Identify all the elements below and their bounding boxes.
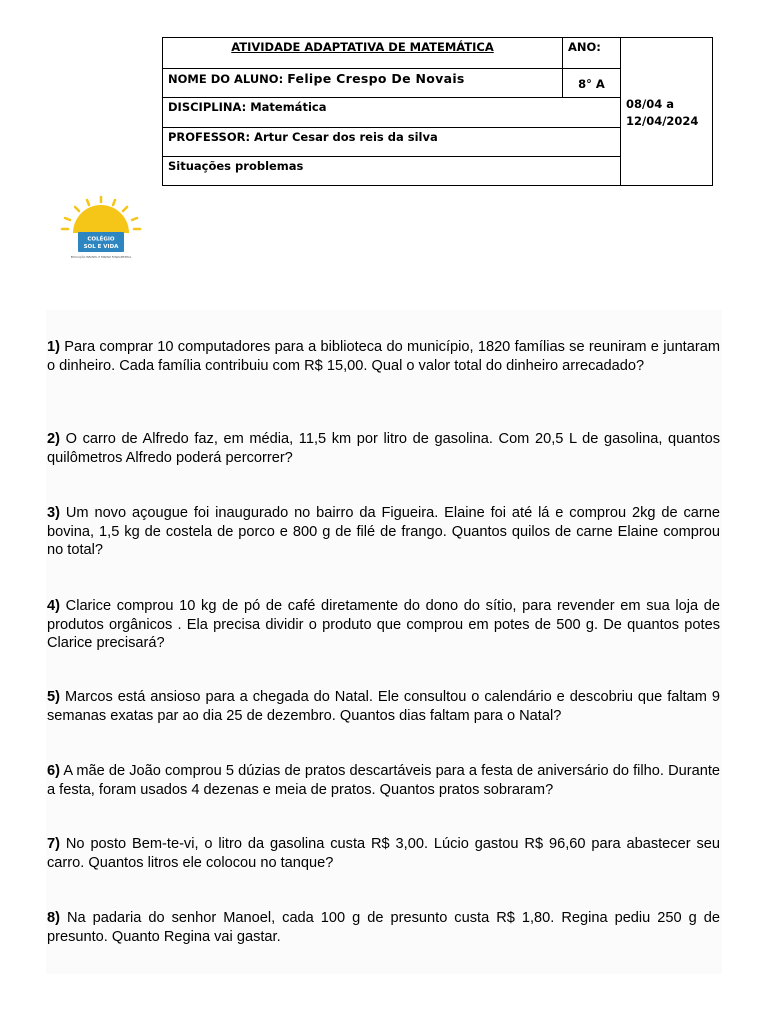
date-range: 08/04 a 12/04/2024 (621, 38, 713, 186)
question-3 (47, 504, 720, 560)
student-label: NOME DO ALUNO: (168, 72, 284, 86)
question-text: A mãe de João comprou 5 dúzias de pratos descartáveis para a festa de aniversário do filho. Durante a festa, foram usados 4 dezenas e meia de pratos. Quantos pratos sobraram? (47, 763, 721, 798)
question-text: Na padaria do senhor Manoel, cada 100 g de presunto custa R$ 1,80. Regina pediu 250 g de presunto. Quanto Regina vai gastar. (47, 910, 720, 945)
questions-section (46, 310, 722, 974)
question-5 (47, 688, 720, 725)
question-4 (47, 597, 720, 653)
question-number: 5) (47, 689, 60, 705)
question-1 (47, 338, 720, 375)
question-number: 1) (47, 339, 60, 355)
student-row (163, 69, 563, 98)
question-text: No posto Bem-te-vi, o litro da gasolina custa R$ 3,00. Lúcio gastou R$ 96,60 para abastecer seu carro. Quantos litros ele colocou no tanque? (47, 836, 720, 871)
year-label: ANO: (563, 38, 621, 69)
question-7 (47, 835, 720, 872)
question-number: 6) (47, 763, 60, 779)
question-number: 2) (47, 431, 60, 447)
question-text: O carro de Alfredo faz, em média, 11,5 km por litro de gasolina. Com 20,5 L de gasolina, quantos quilômetros Alfredo poderá percorrer? (47, 431, 720, 466)
question-number: 4) (47, 598, 60, 614)
question-text: Clarice comprou 10 kg de pó de café diretamente do dono do sítio, para revender em sua loja de produtos orgânicos . Ela precisa dividir o produto que comprou em potes de 500 g. De quantos potes Clarice precisará? (47, 598, 721, 651)
question-2 (47, 430, 720, 467)
school-logo (60, 193, 142, 263)
sun-icon (62, 197, 140, 233)
topic: Situações problemas (163, 157, 621, 186)
logo-line2: SOL E VIDA (83, 244, 119, 250)
grade-value: 8° A (563, 69, 621, 98)
question-6 (47, 762, 720, 799)
activity-title: ATIVIDADE ADAPTATIVA DE MATEMÁTICA (163, 38, 563, 69)
question-number: 3) (47, 505, 60, 521)
logo-line1: COLÉGIO (87, 236, 115, 243)
question-8 (47, 909, 720, 946)
discipline: DISCIPLINA: Matemática (163, 98, 621, 128)
student-name: Felipe Crespo De Novais (287, 71, 465, 86)
question-number: 8) (47, 910, 60, 926)
question-text: Para comprar 10 computadores para a biblioteca do município, 1820 famílias se reuniram e juntaram o dinheiro. Cada família contribuiu com R$ 15,00. Qual o valor total do dinheiro arrecadado? (47, 339, 720, 374)
question-text: Um novo açougue foi inaugurado no bairro da Figueira. Elaine foi até lá e comprou 2kg de carne bovina, 1,5 kg de costela de porco e 800 g de filé de frango. Quantos quilos de carne Elaine comprou no total? (47, 505, 720, 558)
teacher: PROFESSOR: Artur Cesar dos reis da silva (163, 128, 621, 157)
header-table (162, 37, 713, 186)
question-number: 7) (47, 836, 60, 852)
question-text: Marcos está ansioso para a chegada do Natal. Ele consultou o calendário e descobriu que faltam 9 semanas exatas par ao dia 25 de dezembro. Quantos dias faltam para o Natal? (47, 689, 720, 724)
logo-tagline: EDUCAÇÃO INFANTIL E ENSINO FUNDAMENTAL (70, 256, 132, 259)
